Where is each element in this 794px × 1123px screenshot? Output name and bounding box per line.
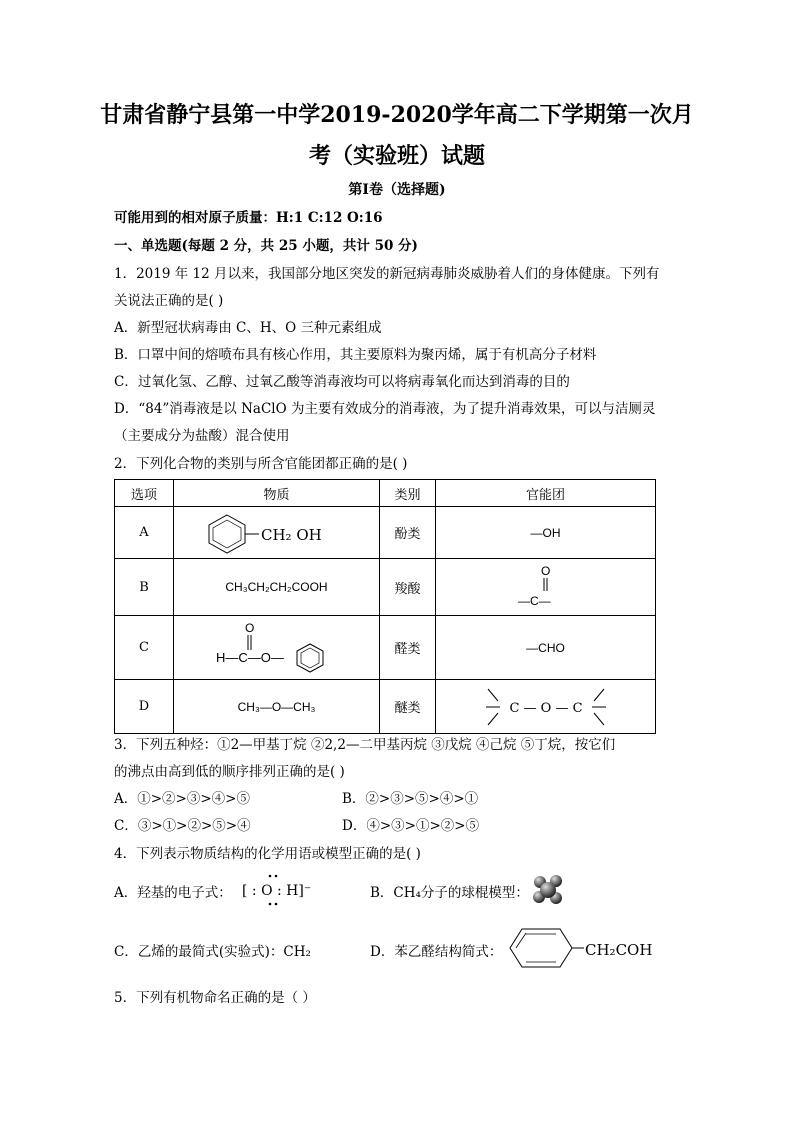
row-d-group xyxy=(436,680,656,734)
q3-option-a: A．①>②>③>④>⑤ xyxy=(114,791,250,807)
row-d-category: 醚类 xyxy=(380,680,436,734)
row-b-option: B xyxy=(115,559,174,616)
header-option: 选项 xyxy=(115,480,174,507)
svg-text:H—C—O—: H—C—O— xyxy=(215,649,284,665)
q2-header-row xyxy=(115,480,656,507)
q3-option-c: C．③>①>②>⑤>④ xyxy=(114,818,251,834)
row-b-group xyxy=(436,559,656,616)
row-a-substance-text: CH₂ OH xyxy=(260,525,322,544)
q1-option-a: A．新型冠状病毒由 C、H、O 三种元素组成 xyxy=(114,320,382,336)
svg-text:O: O xyxy=(244,620,254,635)
q2-stem: 2．下列化合物的类别与所含官能团都正确的是( ) xyxy=(114,456,408,472)
svg-text:[ : O : H]⁻: [ : O : H]⁻ xyxy=(242,883,312,899)
q1-option-c: C．过氧化氢、乙醇、过氧乙酸等消毒液均可以将病毒氧化而达到消毒的目的 xyxy=(114,374,570,390)
q4-option-a: A．羟基的电子式： xyxy=(114,885,232,901)
table-row xyxy=(115,507,656,559)
q4-option-c: C．乙烯的最简式(实验式)：CH₂ xyxy=(114,944,311,960)
ether-group-structure xyxy=(486,683,606,731)
methane-ball-stick-model xyxy=(530,872,566,912)
document-title-line1: 甘肃省静宁县第一中学2019-2020学年高二下学期第一次月 xyxy=(100,102,694,128)
atomic-mass-line: 可能用到的相对原子质量：H:1 C:12 O:16 xyxy=(114,210,383,226)
row-a-group: —OH xyxy=(436,507,656,559)
q2-table xyxy=(114,479,656,734)
row-c-substance xyxy=(174,616,380,680)
row-c-option: C xyxy=(115,616,174,680)
row-a-substance xyxy=(174,507,380,559)
part-one-heading: 一、单选题(每题 2 分，共 25 小题，共计 50 分) xyxy=(114,238,418,254)
header-functional-group: 官能团 xyxy=(436,480,656,507)
svg-text:CH₂COH: CH₂COH xyxy=(585,941,653,959)
row-d-substance: CH₃—O—CH₃ xyxy=(174,680,380,734)
section-heading: 第I卷（选择题) xyxy=(348,182,446,198)
row-a-category: 酚类 xyxy=(380,507,436,559)
q1-stem-line2: 关说法正确的是( ) xyxy=(114,293,224,309)
q3-stem-line2: 的沸点由高到低的顺序排列正确的是( ) xyxy=(114,764,345,780)
q5-stem: 5．下列有机物命名正确的是（ ） xyxy=(114,990,316,1006)
q4-option-d: D．苯乙醛结构简式： xyxy=(370,944,503,960)
q3-option-d: D．④>③>①>②>⑤ xyxy=(342,818,480,834)
header-category: 类别 xyxy=(380,480,436,507)
q4-option-b: B．CH₄分子的球棍模型： xyxy=(370,885,529,901)
q1-option-d-line1: D．“84”消毒液是以 NaClO 为主要有效成分的消毒液，为了提升消毒效果，可以与洁厕灵 xyxy=(114,401,656,417)
q1-stem-line1: 1．2019 年 12 月以来，我国部分地区突发的新冠病毒肺炎威胁着人们的身体健康。下列有 xyxy=(114,266,660,282)
table-row xyxy=(115,616,656,680)
q4-stem: 4．下列表示物质结构的化学用语或模型正确的是( ) xyxy=(114,846,421,862)
row-c-group: —CHO xyxy=(436,616,656,680)
q1-option-b: B．口罩中间的熔喷布具有核心作用，其主要原料为聚丙烯，属于有机高分子材料 xyxy=(114,347,597,363)
phenylacetaldehyde-structure xyxy=(508,926,668,976)
row-b-substance: CH₃CH₂CH₂COOH xyxy=(174,559,380,616)
table-row xyxy=(115,559,656,616)
svg-text:—C—: —C— xyxy=(517,594,551,608)
row-c-category: 醛类 xyxy=(380,616,436,680)
phenyl-formate-structure xyxy=(212,620,342,676)
q3-option-b: B．②>③>⑤>④>① xyxy=(342,791,479,807)
hydroxyl-electron-formula xyxy=(240,870,340,914)
table-row xyxy=(115,680,656,734)
q1-option-d-line2: （主要成分为盐酸）混合使用 xyxy=(114,428,290,444)
row-d-option: D xyxy=(115,680,174,734)
benzyl-alcohol-structure xyxy=(197,512,357,554)
row-b-category: 羧酸 xyxy=(380,559,436,616)
svg-text:O: O xyxy=(540,564,550,578)
q3-stem-line1: 3．下列五种烃：①2—甲基丁烷 ②2,2—二甲基丙烷 ③戊烷 ④己烷 ⑤丁烷，按它们 xyxy=(114,737,616,753)
svg-text:C — O — C: C — O — C xyxy=(508,700,583,716)
header-substance: 物质 xyxy=(174,480,380,507)
document-title-line2: 考（实验班）试题 xyxy=(308,143,485,169)
carboxyl-group-structure xyxy=(516,563,576,611)
row-a-option: A xyxy=(115,507,174,559)
